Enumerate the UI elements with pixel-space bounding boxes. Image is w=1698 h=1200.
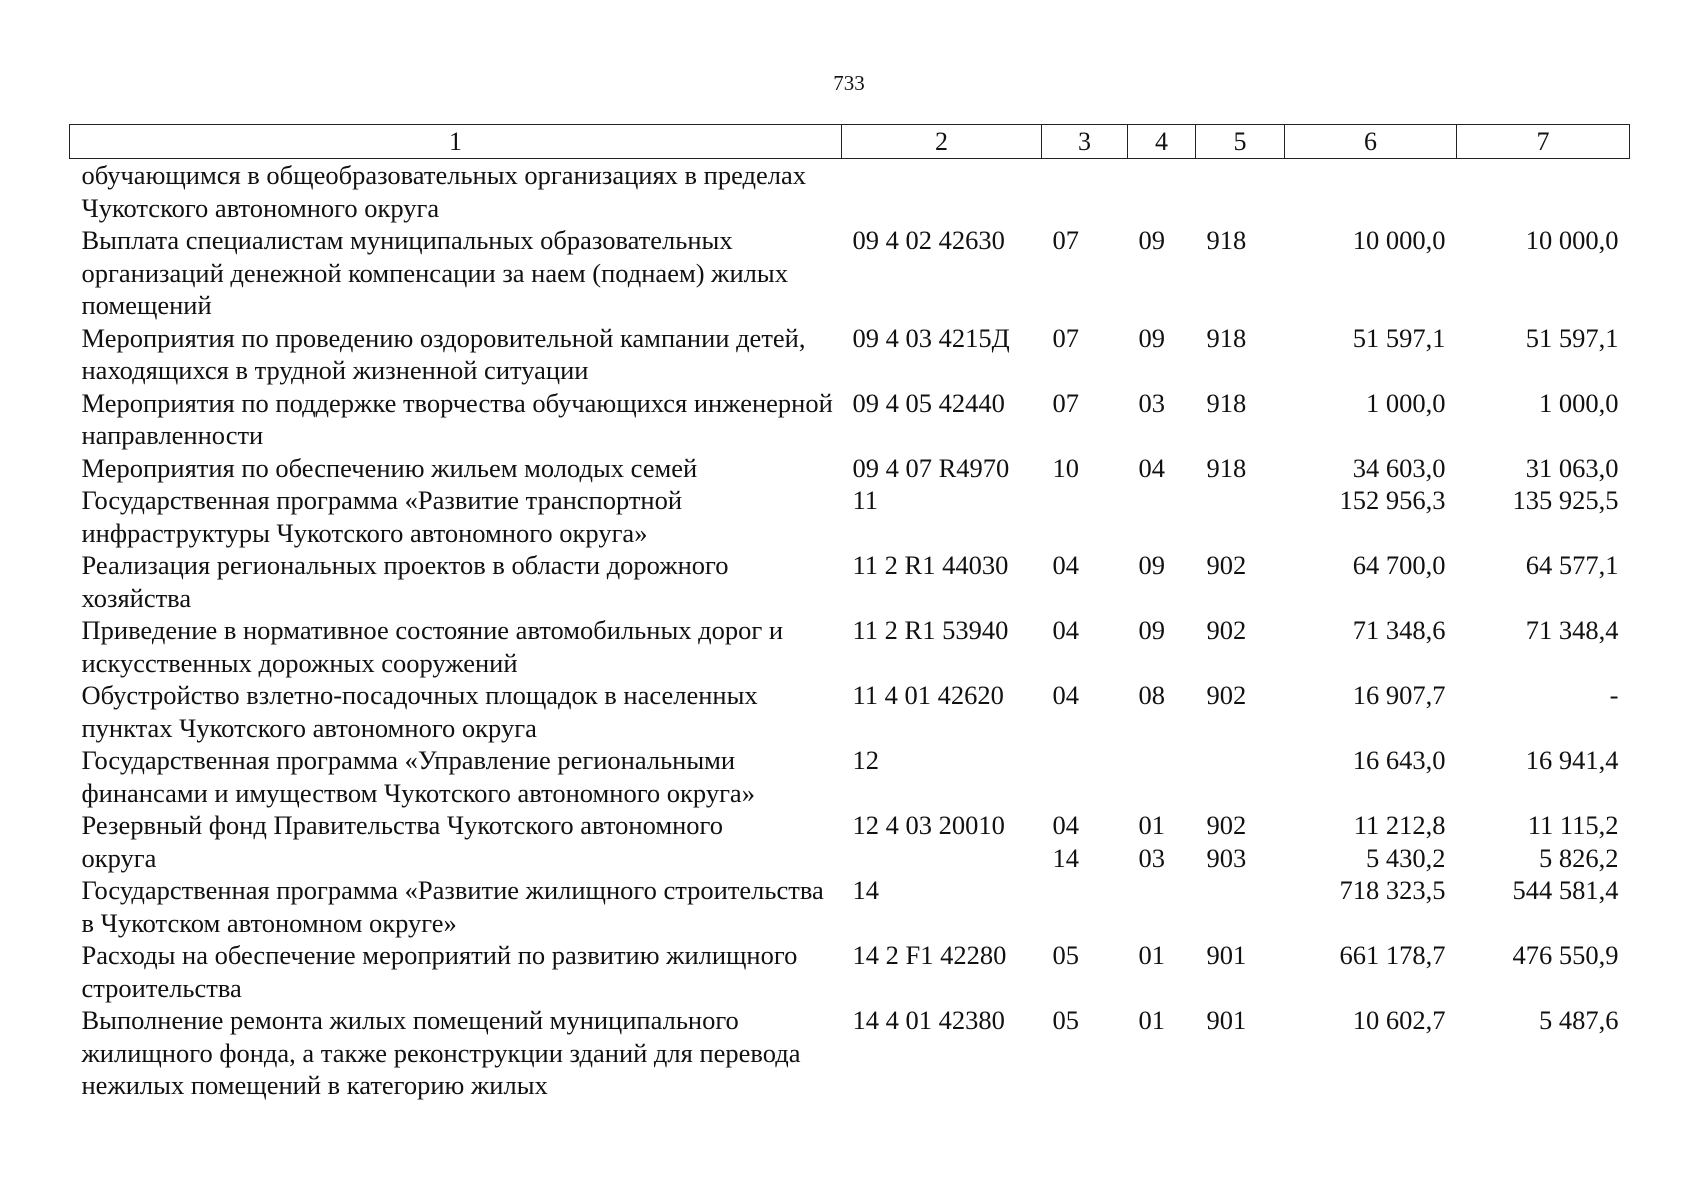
- row-code-cell: 09 4 03 4215Д: [852, 322, 1010, 353]
- row-subsection-cell: 03: [1138, 387, 1165, 418]
- row-admin-cell: 903: [1206, 842, 1247, 873]
- row-amount-1-cell: 718 323,5: [1339, 875, 1446, 905]
- row-amount-2-cell: 31 063,0: [1525, 452, 1619, 483]
- row-code-cell: 11 2 R1 44030: [852, 550, 1009, 580]
- row-amount-1-cell: 5 430,2: [1366, 842, 1446, 873]
- row-subsection-cell: 01: [1138, 940, 1165, 970]
- row-admin-cell: 918: [1206, 387, 1247, 418]
- row-section-cell: [1042, 874, 1128, 939]
- row-amount-2-cell: 51 597,1: [1525, 322, 1619, 353]
- row-amount-1-cell: 16 643,0: [1352, 745, 1446, 775]
- row-name-cell: Приведение в нормативное состояние автомобильных дорог и искусственных дорожных сооружений: [81, 615, 784, 678]
- row-amount-1-cell: 661 178,7: [1339, 940, 1446, 970]
- row-subsection-cell: 01: [1138, 1005, 1165, 1035]
- row-code-cell: 11 2 R1 53940: [852, 615, 1009, 645]
- row-name-cell: Резервный фонд Правительства Чукотского автономного: [81, 810, 723, 840]
- row-section-cell: [1042, 159, 1128, 225]
- row-admin-cell: 901: [1206, 940, 1247, 970]
- table-row: [70, 322, 1630, 387]
- row-name-cell: Расходы на обеспечение мероприятий по развитию жилищного строительства: [81, 940, 798, 1003]
- row-code-cell: 09 4 07 R4970: [852, 452, 1010, 483]
- row-amount-1-cell: 10 602,7: [1352, 1005, 1446, 1035]
- table-row: [70, 744, 1630, 809]
- row-name-cell: Мероприятия по обеспечению жильем молодых семей: [81, 452, 698, 483]
- row-code-cell: 12: [852, 745, 879, 775]
- row-subsection-cell: 01: [1138, 810, 1165, 840]
- row-code-cell: 11 4 01 42620: [852, 680, 1004, 710]
- row-section-cell: 04: [1052, 615, 1079, 645]
- row-code-cell: 11: [852, 485, 879, 515]
- row-section-cell: 14: [1052, 842, 1079, 873]
- row-name-cell: Реализация региональных проектов в области дорожного хозяйства: [81, 550, 729, 613]
- row-section-cell: 10: [1052, 452, 1079, 483]
- row-admin-cell: 918: [1206, 225, 1247, 255]
- row-admin-cell: [1196, 744, 1285, 809]
- table-header: [70, 125, 1630, 159]
- row-admin-cell: 918: [1206, 452, 1247, 483]
- row-admin-cell: 902: [1206, 810, 1247, 840]
- row-amount-1-cell: 152 956,3: [1339, 485, 1446, 515]
- column-header-5: 5: [1196, 125, 1285, 159]
- row-subsection-cell: 03: [1138, 842, 1165, 873]
- table-row: [70, 809, 1630, 842]
- table-row: [70, 452, 1630, 485]
- row-code-cell: 14 2 F1 42280: [852, 940, 1007, 970]
- row-section-cell: [1042, 484, 1128, 549]
- row-admin-cell: [1196, 874, 1285, 939]
- row-amount-1-cell: 16 907,7: [1352, 680, 1446, 710]
- row-amount-2-cell: 135 925,5: [1512, 485, 1619, 515]
- row-name-cell: Выполнение ремонта жилых помещений муниципального жилищного фонда, а также реконструкции зданий для перевода нежилых помещений в категорию жилых: [81, 1005, 801, 1100]
- row-section-cell: 04: [1052, 550, 1079, 580]
- table-row: [70, 679, 1630, 744]
- row-amount-2-cell: 5 826,2: [1539, 842, 1619, 873]
- row-subsection-cell: 08: [1138, 680, 1165, 710]
- row-admin-cell: [1196, 484, 1285, 549]
- table-row: [70, 484, 1630, 549]
- row-name-cell: округа: [81, 842, 157, 873]
- page-number: 733: [833, 71, 865, 95]
- row-amount-1-cell: 51 597,1: [1352, 322, 1446, 353]
- column-header-3: 3: [1042, 125, 1128, 159]
- table-row: [70, 1004, 1630, 1102]
- row-code-cell: [842, 842, 1042, 875]
- table-row: [70, 224, 1630, 322]
- row-name-cell: Мероприятия по проведению оздоровительной кампании детей, находящихся в трудной жизненной ситуации: [81, 322, 806, 385]
- table-row: [70, 387, 1630, 452]
- row-admin-cell: 902: [1206, 680, 1247, 710]
- row-subsection-cell: 09: [1138, 615, 1165, 645]
- table-row: [70, 159, 1630, 225]
- row-amount-1-cell: [1285, 159, 1457, 225]
- row-subsection-cell: 04: [1138, 452, 1165, 483]
- row-subsection-cell: [1128, 874, 1196, 939]
- row-amount-2-cell: 10 000,0: [1525, 225, 1619, 255]
- row-name-cell: Выплата специалистам муниципальных образовательных организаций денежной компенсации за наем (поднаем) жилых помещений: [81, 225, 788, 320]
- row-amount-2-cell: 16 941,4: [1525, 745, 1619, 775]
- table-row: [70, 614, 1630, 679]
- row-name-cell: Государственная программа «Развитие жилищного строительства в Чукотском автономном округе»: [81, 875, 824, 938]
- row-subsection-cell: 09: [1138, 322, 1165, 353]
- table-row: [70, 939, 1630, 1004]
- column-header-7: 7: [1457, 125, 1630, 159]
- row-code-cell: 14 4 01 42380: [852, 1005, 1005, 1035]
- row-subsection-cell: [1128, 159, 1196, 225]
- row-subsection-cell: [1128, 484, 1196, 549]
- table-row: [70, 549, 1630, 614]
- row-admin-cell: 902: [1206, 615, 1247, 645]
- budget-table: [69, 124, 1630, 1102]
- row-admin-cell: 901: [1206, 1005, 1247, 1035]
- row-amount-1-cell: 71 348,6: [1352, 615, 1446, 645]
- row-section-cell: 07: [1052, 387, 1079, 418]
- row-amount-1-cell: 1 000,0: [1366, 387, 1446, 418]
- row-amount-2-cell: [1457, 159, 1630, 225]
- row-name-cell: Государственная программа «Развитие транспортной инфраструктуры Чукотского автономного округа»: [81, 485, 683, 548]
- row-section-cell: 05: [1052, 1005, 1079, 1035]
- row-admin-cell: 902: [1206, 550, 1247, 580]
- row-amount-1-cell: 11 212,8: [1353, 810, 1446, 840]
- row-subsection-cell: 09: [1138, 225, 1165, 255]
- row-amount-1-cell: 10 000,0: [1352, 225, 1446, 255]
- row-section-cell: 05: [1052, 940, 1079, 970]
- row-subsection-cell: [1128, 744, 1196, 809]
- row-amount-1-cell: 34 603,0: [1352, 452, 1446, 483]
- row-amount-2-cell: -: [1609, 680, 1619, 710]
- table-row: [70, 842, 1630, 875]
- row-section-cell: 07: [1052, 322, 1079, 353]
- table-body: [70, 159, 1630, 1102]
- row-amount-2-cell: 1 000,0: [1539, 387, 1619, 418]
- row-amount-2-cell: 71 348,4: [1525, 615, 1619, 645]
- row-section-cell: 07: [1052, 225, 1079, 255]
- row-code-cell: 09 4 05 42440: [852, 387, 1005, 418]
- row-code-cell: [842, 159, 1042, 225]
- row-section-cell: [1042, 744, 1128, 809]
- table-row: [70, 874, 1630, 939]
- row-amount-2-cell: 476 550,9: [1512, 940, 1619, 970]
- column-header-6: 6: [1285, 125, 1457, 159]
- row-amount-2-cell: 544 581,4: [1512, 875, 1619, 905]
- row-code-cell: 09 4 02 42630: [852, 225, 1005, 255]
- row-subsection-cell: 09: [1138, 550, 1165, 580]
- row-amount-1-cell: 64 700,0: [1352, 550, 1446, 580]
- column-header-4: 4: [1128, 125, 1196, 159]
- row-amount-2-cell: 64 577,1: [1525, 550, 1619, 580]
- row-admin-cell: 918: [1206, 322, 1247, 353]
- row-section-cell: 04: [1052, 680, 1079, 710]
- row-name-cell: Мероприятия по поддержке творчества обучающихся инженерной направленности: [81, 387, 833, 450]
- row-amount-2-cell: 5 487,6: [1539, 1005, 1619, 1035]
- row-code-cell: 14: [852, 875, 879, 905]
- row-amount-2-cell: 11 115,2: [1527, 810, 1619, 840]
- row-name-cell: обучающимся в общеобразовательных организациях в пределах Чукотского автономного округа: [81, 160, 807, 223]
- header-row: [70, 125, 1630, 159]
- column-header-1: 1: [70, 125, 842, 159]
- row-name-cell: Государственная программа «Управление региональными финансами и имуществом Чукотского автономного округа»: [81, 745, 755, 808]
- row-admin-cell: [1196, 159, 1285, 225]
- row-section-cell: 04: [1052, 810, 1079, 840]
- row-code-cell: 12 4 03 20010: [852, 810, 1005, 840]
- column-header-2: 2: [842, 125, 1042, 159]
- row-name-cell: Обустройство взлетно-посадочных площадок в населенных пунктах Чукотского автономного округа: [81, 680, 758, 743]
